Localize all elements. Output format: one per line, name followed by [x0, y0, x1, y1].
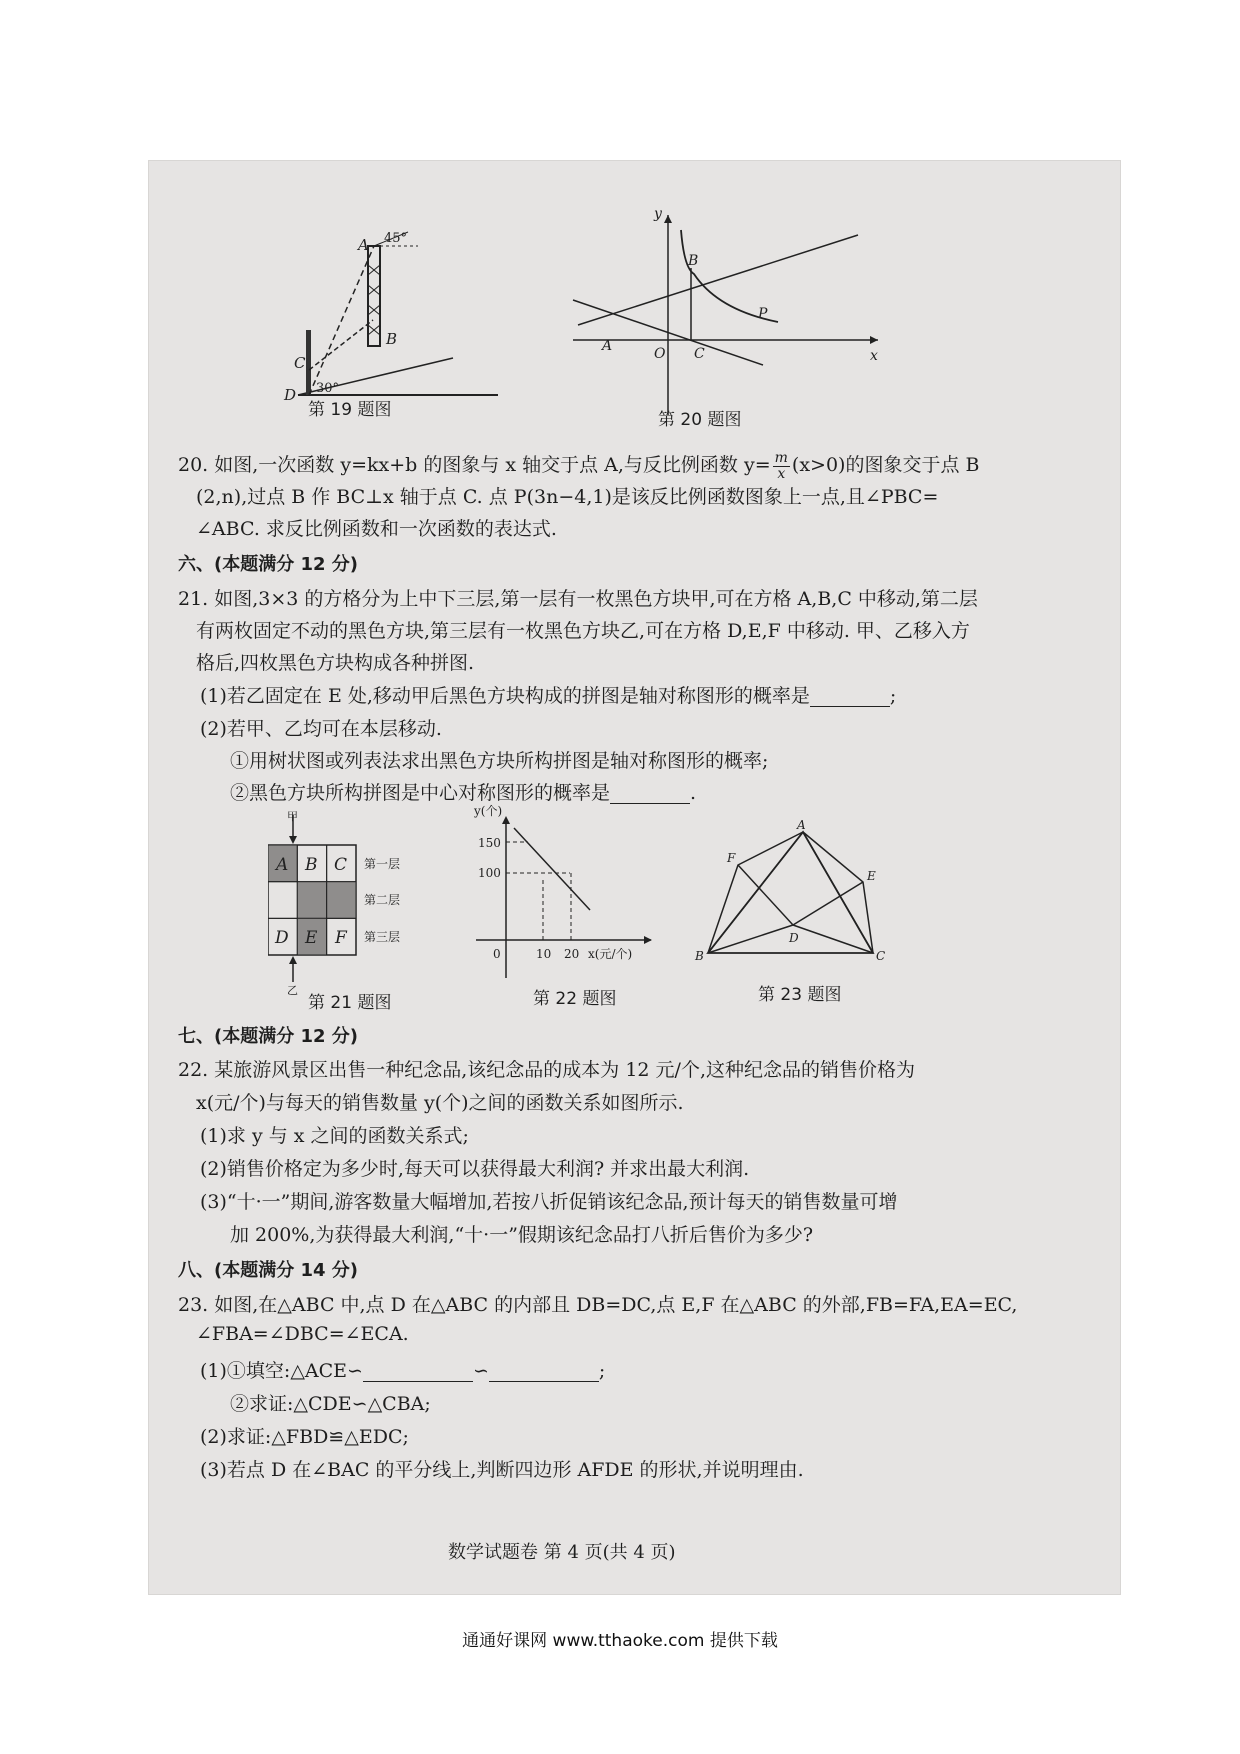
q20-line2: (2,n),过点 B 作 BC⊥x 轴于点 C. 点 P(3n−4,1)是该反比例函数图象上一点,且∠PBC= [196, 486, 939, 508]
fig21-marker-bottom: 乙 [287, 984, 298, 995]
q21-part2a: ①用树状图或列表法求出黑色方块所构拼图是轴对称图形的概率; [230, 750, 769, 772]
fig22-ytick-150: 150 [478, 836, 501, 850]
fig22-xtick-10: 10 [536, 947, 552, 961]
fig21-cell-C: C [334, 855, 348, 875]
figure-20 [558, 200, 888, 420]
fig22-ylabel: y(个) [474, 804, 503, 818]
q21-part1: (1)若乙固定在 E 处,移动甲后黑色方块构成的拼图是轴对称图形的概率是 ; [200, 685, 897, 707]
q23-line2: ∠FBA=∠DBC=∠ECA. [196, 1323, 409, 1345]
exam-page [148, 160, 1121, 1595]
q22-line2: x(元/个)与每天的销售数量 y(个)之间的函数关系如图所示. [196, 1092, 684, 1114]
fig19-label-B: B [386, 330, 398, 348]
q21-line3: 格后,四枚黑色方块构成各种拼图. [196, 652, 475, 674]
fig23-label-C: C [876, 949, 886, 963]
fig19-angle-top: 45° [384, 231, 408, 246]
fig21-layer-1: 第一层 [364, 857, 401, 871]
section-8-heading: 八、(本题满分 14 分) [178, 1260, 359, 1281]
fig19-angle-bottom: 30° [316, 381, 340, 396]
fig23-label-E: E [867, 869, 876, 883]
fig22-ytick-100: 100 [478, 866, 501, 880]
fig23-caption: 第 23 题图 [758, 985, 842, 1005]
section-7-heading: 七、(本题满分 12 分) [178, 1026, 359, 1047]
fig20-label-O: O [654, 346, 666, 362]
q21-part2: (2)若甲、乙均可在本层移动. [200, 718, 442, 740]
q23-part1: (1)①填空:△ACE∽ ∽ ; [200, 1360, 606, 1382]
fig22-caption: 第 22 题图 [533, 989, 617, 1009]
fig22-origin: 0 [493, 947, 501, 961]
q21-line2: 有两枚固定不动的黑色方块,第三层有一枚黑色方块乙,可在方格 D,E,F 中移动. 甲、乙移入方 [196, 620, 970, 642]
q20-frac-den: x [777, 465, 786, 482]
q23-line1: 23. 如图,在△ABC 中,点 D 在△ABC 的内部且 DB=DC,点 E,F 在△ABC 的外部,FB=FA,EA=EC, [178, 1294, 1018, 1316]
fig20-label-P: P [758, 306, 768, 322]
q21-line1: 21. 如图,3×3 的方格分为上中下三层,第一层有一枚黑色方块甲,可在方格 A,B,C 中移动,第二层 [178, 588, 978, 610]
fig19-label-A: A [358, 236, 369, 254]
fig20-label-y: y [654, 206, 662, 222]
q22-part3b: 加 200%,为获得最大利润,“十·一”假期该纪念品打八折后售价为多少? [230, 1224, 814, 1246]
fig21-caption: 第 21 题图 [308, 993, 392, 1013]
fig20-label-x: x [870, 348, 878, 364]
page-footer: 数学试题卷 第 4 页(共 4 页) [448, 1542, 676, 1563]
q23-answer-blank-1 [363, 1363, 473, 1382]
figure-23 [693, 820, 933, 970]
fig20-label-B: B [688, 253, 699, 269]
download-banner: 通通好课网 www.tthaoke.com 提供下载 [462, 1631, 778, 1651]
q23-answer-blank-2 [489, 1363, 599, 1382]
fig20-label-C: C [694, 346, 705, 362]
fig19-label-D: D [284, 386, 297, 404]
fig21-cell-D: D [275, 928, 289, 948]
figure-19 [268, 220, 548, 420]
q20-frac-num: m [774, 449, 788, 466]
fig22-xlabel: x(元/个) [588, 947, 633, 961]
figure-22 [466, 800, 656, 985]
q23-part3: (3)若点 D 在∠BAC 的平分线上,判断四边形 AFDE 的形状,并说明理由. [200, 1459, 804, 1481]
fig21-cell-F: F [335, 928, 347, 948]
q23-part2: (2)求证:△FBD≌△EDC; [200, 1426, 409, 1448]
q20-line3: ∠ABC. 求反比例函数和一次函数的表达式. [196, 518, 557, 540]
figure-21 [268, 810, 468, 995]
fig21-cell-A: A [276, 855, 289, 875]
fig21-marker-top: 甲 [287, 810, 298, 823]
q22-line1: 22. 某旅游风景区出售一种纪念品,该纪念品的成本为 12 元/个,这种纪念品的销售价格为 [178, 1059, 915, 1081]
q22-part1: (1)求 y 与 x 之间的函数关系式; [200, 1125, 469, 1147]
q22-part2: (2)销售价格定为多少时,每天可以获得最大利润? 并求出最大利润. [200, 1158, 750, 1180]
q20-line1: 20. 如图,一次函数 y=kx+b 的图象与 x 轴交于点 A,与反比例函数 y= $\frac{m}{x}$ (x>0)的图象交于点 B [178, 449, 980, 482]
q22-part3: (3)“十·一”期间,游客数量大幅增加,若按八折促销该纪念品,预计每天的销售数量可增 [200, 1191, 898, 1213]
fig21-cell-E: E [305, 928, 318, 948]
fig23-label-B: B [695, 949, 704, 963]
fig23-label-D: D [789, 931, 799, 945]
fig23-label-A: A [797, 820, 806, 832]
fig23-label-F: F [727, 851, 736, 865]
fig22-xtick-20: 20 [564, 947, 580, 961]
fig19-label-C: C [294, 354, 306, 372]
fig20-label-A: A [602, 338, 613, 354]
fig20-caption: 第 20 题图 [658, 410, 742, 430]
q23-part1b: ②求证:△CDE∽△CBA; [230, 1393, 431, 1415]
fig21-layer-2: 第二层 [364, 893, 401, 907]
q21-answer-blank-1 [810, 688, 890, 707]
fig21-layer-3: 第三层 [364, 930, 401, 944]
fig21-cell-B: B [305, 855, 318, 875]
q21-part2b: ②黑色方块所构拼图是中心对称图形的概率是 . [230, 782, 697, 804]
section-6-heading: 六、(本题满分 12 分) [178, 554, 359, 575]
fig19-caption: 第 19 题图 [308, 400, 392, 420]
